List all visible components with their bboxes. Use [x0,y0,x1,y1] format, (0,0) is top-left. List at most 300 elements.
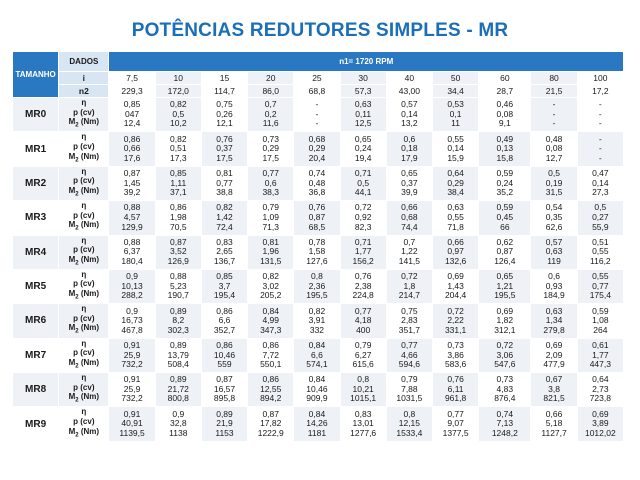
power-value: 0,19 [545,177,563,188]
power-value: 1,09 [262,212,279,223]
torque-value: 347,3 [260,324,282,335]
efficiency-value: 0,9 [172,408,185,419]
data-cell [432,98,478,132]
torque-value: 1127,7 [541,427,567,438]
data-cell [340,338,386,372]
efficiency-value: - [598,133,602,144]
dados-header: DADOS [59,52,109,72]
data-cell [201,166,247,200]
torque-unit: (Nm) [78,220,100,230]
model-name: MR9 [13,407,59,441]
data-cell [340,166,386,200]
efficiency-value: 0,68 [308,133,326,144]
efficiency-value: 0,71 [354,168,372,179]
data-cell [155,373,201,407]
efficiency-value: 0,85 [123,99,141,110]
efficiency-label: η [81,269,87,279]
efficiency-value: 0,77 [447,408,464,419]
data-cell [294,235,340,269]
efficiency-value: 0,73 [496,374,514,385]
table-row [13,373,624,407]
data-cell [531,235,577,269]
power-value: 2,38 [354,280,372,291]
data-cell [479,269,531,303]
efficiency-value: 0,87 [262,408,279,419]
torque-value: 131,5 [260,255,282,266]
model-name: MR2 [13,166,59,200]
torque-subscript: 2 [75,191,79,198]
data-cell [432,338,478,372]
torque-value: 12,5 [354,118,372,129]
torque-symbol: M [68,117,76,127]
data-cell [577,304,623,338]
efficiency-value: 0,74 [308,168,326,179]
data-cell [248,235,294,269]
power-label: p (cv) [73,245,95,255]
power-value: 12,15 [398,418,421,429]
efficiency-value: 0,84 [308,374,326,385]
row-labels [59,235,109,269]
efficiency-value: 0,89 [170,374,187,385]
torque-value: 37,1 [170,187,187,198]
torque-value: 74,4 [401,221,418,232]
power-value: 6,27 [354,349,372,360]
power-value: 1,22 [401,246,418,257]
torque-value: 732,2 [121,359,143,370]
torque-value: 68,5 [308,221,326,232]
data-cell [531,166,577,200]
torque-symbol: M [68,392,76,402]
ratio-value: 60 [479,72,531,85]
power-value: 0,45 [496,212,514,223]
power-value: 12,55 [260,383,282,394]
table-row [13,407,624,441]
torque-value: 1248,2 [491,427,518,438]
torque-value: 909,9 [306,393,328,404]
power-value: 3,02 [262,280,279,291]
torque-value: 66 [500,221,510,232]
data-cell [386,201,432,235]
power-value: 0,29 [308,143,326,154]
torque-value: 127,6 [306,255,328,266]
efficiency-value: 0,86 [170,202,187,213]
data-cell [577,201,623,235]
power-value: 7,72 [262,349,279,360]
ratio-value: 10 [155,72,201,85]
efficiency-value: 0,86 [262,339,279,350]
torque-value: 184,9 [543,290,565,301]
efficiency-value: 0,82 [216,202,233,213]
torque-value: 1139,5 [119,427,145,438]
efficiency-value: 0,66 [401,202,418,213]
power-value: 0,29 [447,177,464,188]
data-cell [386,338,432,372]
efficiency-value: 0,73 [447,339,464,350]
torque-value: 400 [356,324,371,335]
torque-value: - [598,152,602,163]
power-value: 0,35 [545,212,563,223]
power-value: 6,11 [447,383,464,394]
table-row [13,338,624,372]
torque-unit: (Nm) [78,357,100,367]
efficiency-value: 0,53 [447,99,464,110]
data-cell [386,269,432,303]
efficiency-value: 0,55 [447,133,464,144]
power-value: 0,13 [496,143,514,154]
torque-label [59,289,108,303]
torque-value: 38,8 [216,187,233,198]
efficiency-value: 0,89 [170,339,187,350]
data-cell [155,201,201,235]
torque-value: 195,4 [213,290,236,301]
efficiency-value: 0,79 [354,339,372,350]
efficiency-value: 0,55 [592,271,609,282]
power-value: 0,6 [264,177,277,188]
power-value: 0,24 [354,143,372,154]
data-cell [201,98,247,132]
torque-value: 17,5 [216,152,233,163]
efficiency-value: 0,82 [170,99,187,110]
data-cell [248,304,294,338]
power-value: 21,9 [216,418,233,429]
power-value: 13,79 [167,349,189,360]
efficiency-value: 0,64 [447,168,464,179]
output-speed-value: 34,4 [432,85,478,98]
power-value: - [598,108,602,119]
torque-value: 508,4 [167,359,189,370]
data-cell [294,373,340,407]
data-cell [248,166,294,200]
ratio-row [13,72,624,85]
power-label: p (cv) [73,416,95,426]
power-value: 2,65 [216,246,233,257]
power-value: 0,66 [123,143,141,154]
torque-value: - [552,118,556,129]
power-label: p (cv) [73,313,95,323]
data-cell [432,201,478,235]
efficiency-value: 0,64 [592,374,609,385]
data-cell [386,132,432,166]
power-value: 0,5 [172,108,185,119]
data-cell [201,235,247,269]
efficiency-value: 0,76 [308,202,326,213]
power-value: 1,11 [170,177,187,188]
data-cell [294,98,340,132]
power-value: 6,6 [218,315,231,326]
model-name: MR1 [13,132,59,166]
power-value: 4,18 [354,315,372,326]
model-name: MR3 [13,201,59,235]
efficiency-value: 0,72 [401,271,418,282]
efficiency-value: 0,69 [545,339,563,350]
torque-label [59,358,108,372]
row-labels [59,166,109,200]
torque-label [59,117,108,131]
power-value: 14,26 [306,418,328,429]
data-cell [340,304,386,338]
efficiency-value: 0,91 [123,339,141,350]
torque-value: 559 [217,359,232,370]
torque-value: 70,5 [170,221,187,232]
data-cell [577,373,623,407]
torque-symbol: M [68,220,76,230]
torque-label [59,186,108,200]
power-value: 6,37 [123,246,141,257]
power-value: 5,18 [545,418,563,429]
torque-value: 288,2 [121,290,143,301]
torque-subscript: 2 [75,329,79,336]
power-value: - [315,108,319,119]
power-value: 0,92 [354,212,372,223]
data-cell [109,235,155,269]
output-speed-value: 172,0 [155,85,201,98]
power-value: 1,58 [308,246,326,257]
power-value: 4,99 [262,315,279,326]
torque-unit: (Nm) [78,117,100,127]
power-value: 0,55 [447,212,464,223]
data-cell [201,407,247,441]
power-value: 3,91 [308,315,326,326]
torque-value: 1012,02 [584,427,616,438]
data-cell [294,269,340,303]
torque-value: 894,2 [260,393,282,404]
efficiency-value: 0,9 [126,271,138,282]
efficiency-value: 0,7 [264,99,277,110]
data-cell [248,269,294,303]
torque-value: 1277,6 [350,427,377,438]
efficiency-value: 0,8 [403,408,416,419]
data-cell [432,132,478,166]
power-label: p (cv) [73,279,95,289]
data-cell [294,407,340,441]
efficiency-value: - [552,99,556,110]
efficiency-value: 0,5 [594,202,607,213]
data-cell [109,269,155,303]
row-labels [59,407,109,441]
row-labels [59,338,109,372]
power-value: - [598,143,602,154]
power-value: 0,93 [545,280,563,291]
torque-value: 467,8 [121,324,143,335]
data-cell [386,304,432,338]
torque-value: 302,3 [167,324,189,335]
efficiency-value: - [598,99,602,110]
torque-subscript: 2 [75,157,79,164]
power-value: 21,72 [167,383,189,394]
data-cell [155,132,201,166]
torque-value: 136,7 [213,255,236,266]
power-value: 0,77 [216,177,233,188]
power-value: 3,7 [218,280,231,291]
torque-value: 20,4 [308,152,326,163]
output-speed-value: 57,3 [340,85,386,98]
torque-value: 352,7 [213,324,236,335]
power-value: 25,9 [123,383,141,394]
efficiency-value: 0,78 [308,236,326,247]
efficiency-value: 0,5 [548,168,560,179]
output-speed-value: 17,2 [577,85,623,98]
power-value: 1,43 [447,280,464,291]
torque-value: 1222,9 [257,427,284,438]
data-cell [479,373,531,407]
torque-value: 38,3 [262,187,279,198]
power-value: 7,88 [401,383,418,394]
data-cell [340,235,386,269]
torque-value: 1533,4 [396,427,423,438]
efficiency-value: 0,49 [496,133,514,144]
power-value: - [552,108,556,119]
data-cell [531,201,577,235]
torque-symbol: M [68,289,76,299]
table-row [13,235,624,269]
torque-subscript: 2 [75,397,79,404]
power-label: p (cv) [73,107,95,117]
power-value: 2,83 [401,315,418,326]
efficiency-value: 0,82 [308,305,326,316]
power-label: p (cv) [73,348,95,358]
data-cell [479,166,531,200]
power-value: 13,01 [352,418,374,429]
power-label: p (cv) [73,176,95,186]
torque-value: 27,3 [592,187,609,198]
torque-value: 800,8 [167,393,189,404]
efficiency-value: 0,59 [496,202,514,213]
torque-value: 13,2 [401,118,418,129]
power-value: 0,14 [592,177,609,188]
efficiency-value: 0,72 [496,339,514,350]
output-speed-label: n2 [59,85,109,98]
torque-unit: (Nm) [78,151,100,161]
torque-value: 331,1 [444,324,467,335]
torque-value: 204,4 [444,290,467,301]
data-cell [248,201,294,235]
data-cell [479,407,531,441]
data-cell [248,338,294,372]
data-cell [386,235,432,269]
data-cell [201,132,247,166]
efficiency-value: 0,86 [123,133,141,144]
data-cell [155,166,201,200]
torque-value: 44,1 [354,187,372,198]
torque-value: 156,2 [352,255,374,266]
torque-value: 119 [547,255,561,266]
data-cell [531,304,577,338]
data-cell [155,407,201,441]
power-value: 0,5 [357,177,370,188]
power-value: 0,87 [308,212,326,223]
data-cell [109,201,155,235]
efficiency-value: 0,77 [354,305,372,316]
efficiency-label: η [81,132,87,142]
data-cell [248,132,294,166]
efficiency-value: 0,67 [545,374,563,385]
torque-label [59,427,108,441]
torque-value: 71,8 [447,221,464,232]
efficiency-value: 0,47 [592,168,609,179]
torque-symbol: M [68,357,76,367]
efficiency-value: 0,87 [123,168,141,179]
row-labels [59,269,109,303]
torque-unit: (Nm) [78,426,100,436]
data-cell [577,166,623,200]
torque-value: 195,5 [494,290,516,301]
torque-value: 126,4 [494,255,516,266]
power-value: 1,77 [592,349,609,360]
power-table [12,51,624,442]
power-value: 0,37 [401,177,418,188]
data-cell [479,98,531,132]
efficiency-value: 0,76 [216,133,233,144]
efficiency-value: 0,7 [403,236,416,247]
data-cell [531,407,577,441]
torque-value: 17,9 [401,152,418,163]
power-value: 17,82 [260,418,282,429]
row-labels [59,201,109,235]
efficiency-value: 0,84 [308,339,326,350]
torque-symbol: M [68,151,76,161]
data-cell [577,235,623,269]
torque-symbol: M [68,323,76,333]
efficiency-value: 0,59 [592,305,609,316]
power-value: 10,46 [213,349,236,360]
data-cell [386,166,432,200]
power-value: 0,14 [447,143,464,154]
torque-value: 71,3 [262,221,279,232]
torque-unit: (Nm) [78,185,100,195]
power-value: 4,83 [496,383,514,394]
efficiency-value: - [315,99,319,110]
torque-value: 961,8 [444,393,467,404]
efficiency-label: η [81,373,87,382]
table-row [13,98,624,132]
torque-symbol: M [68,426,76,436]
torque-value: 10,2 [170,118,187,129]
efficiency-label: η [81,166,87,176]
torque-value: 732,2 [121,393,143,404]
ratio-value: 15 [201,72,247,85]
efficiency-value: 0,73 [262,133,279,144]
torque-value: 38,4 [447,187,464,198]
power-value: 10,46 [306,383,328,394]
torque-value: 15,8 [496,152,514,163]
data-cell [432,304,478,338]
power-value: 0,37 [216,143,233,154]
torque-value: 550,1 [260,359,282,370]
torque-value: 31,5 [545,187,563,198]
model-name: MR8 [13,373,59,407]
efficiency-value: 0,82 [262,271,279,282]
data-cell [201,373,247,407]
power-value: 0,29 [262,143,279,154]
torque-value: - [315,118,319,129]
efficiency-value: 0,8 [311,271,323,282]
torque-value: 132,6 [444,255,467,266]
data-cell [109,407,155,441]
power-value: 0,11 [355,108,372,119]
torque-value: 82,3 [354,221,372,232]
power-label: p (cv) [73,210,95,220]
efficiency-value: 0,9 [126,305,138,316]
efficiency-value: 0,75 [216,99,233,110]
power-value: 1,8 [403,280,416,291]
data-cell [531,98,577,132]
data-cell [294,338,340,372]
efficiency-value: 0,65 [354,133,372,144]
table-row [13,201,624,235]
output-speed-value: 86,0 [248,85,294,98]
power-value: 0,77 [592,280,609,291]
efficiency-value: 0,59 [496,168,514,179]
